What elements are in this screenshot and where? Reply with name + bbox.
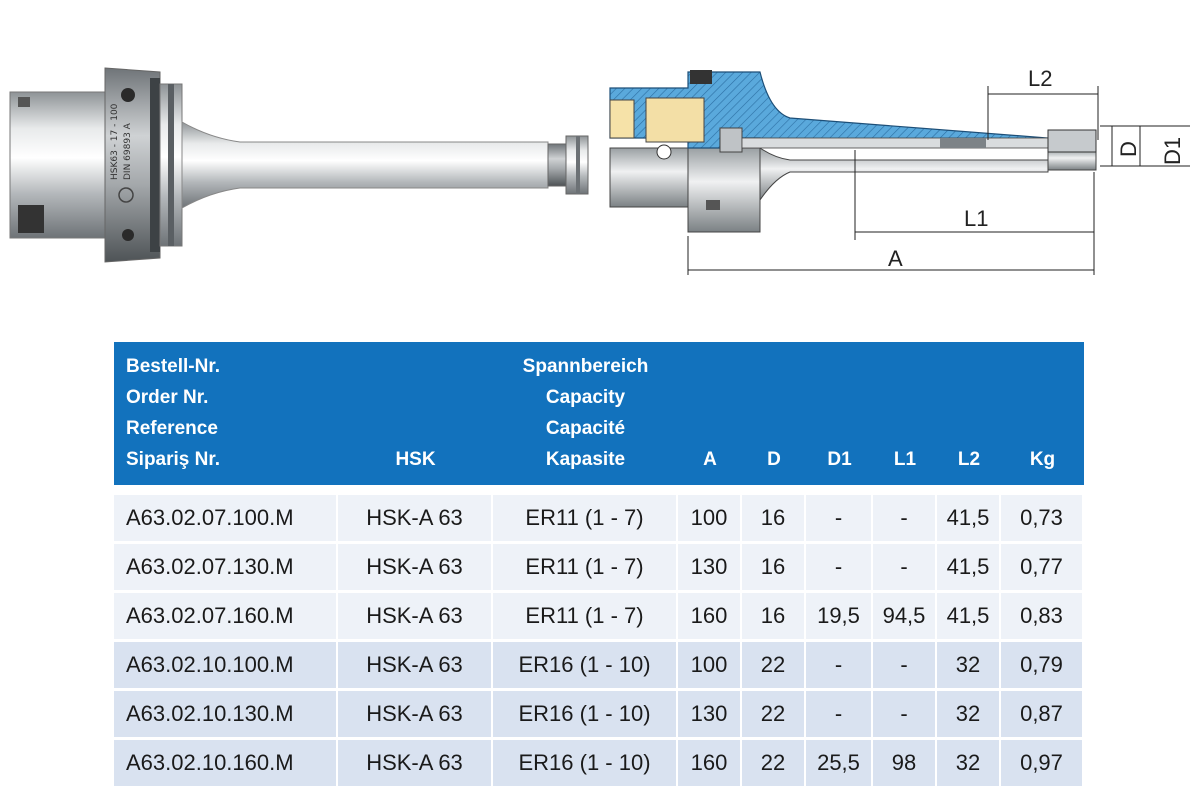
cell-kg: 0,79 <box>1001 642 1084 691</box>
threaded-bore <box>720 128 742 152</box>
cell-d1: 19,5 <box>806 593 873 642</box>
dim-label-l2: L2 <box>1028 66 1053 91</box>
cell-d: 22 <box>742 691 806 740</box>
cell-order: A63.02.07.100.M <box>114 495 338 544</box>
table-row <box>114 642 1084 691</box>
cell-capacity: ER11 (1 - 7) <box>493 544 678 593</box>
cell-kg: 0,77 <box>1001 544 1084 593</box>
flange-groove <box>150 78 160 252</box>
cell-d1: - <box>806 642 873 691</box>
cell-capacity: ER16 (1 - 10) <box>493 691 678 740</box>
cell-d: 22 <box>742 642 806 691</box>
cell-d: 16 <box>742 495 806 544</box>
cell-l1: - <box>873 544 937 593</box>
cell-l2: 32 <box>937 642 1001 691</box>
lower-shank <box>610 148 688 207</box>
cell-hsk: HSK-A 63 <box>338 544 493 593</box>
spacer-cell <box>114 485 1084 495</box>
cell-kg: 0,87 <box>1001 691 1084 740</box>
lower-slot <box>706 200 720 210</box>
cell-a: 160 <box>678 593 742 642</box>
cell-a: 100 <box>678 495 742 544</box>
header-capacity-en: Capacity <box>545 387 626 408</box>
header-order-tr: Sipariş Nr. <box>126 449 220 470</box>
cell-kg: 0,97 <box>1001 740 1084 789</box>
cell-a: 130 <box>678 544 742 593</box>
lower-flange <box>688 148 760 232</box>
cell-l1: - <box>873 642 937 691</box>
spec-table <box>114 342 1084 789</box>
header-capacity-fr: Capacité <box>545 418 626 439</box>
inner-rod <box>742 138 1048 148</box>
header-order <box>114 342 338 485</box>
shank-slot-top <box>18 97 30 107</box>
table-row <box>114 544 1084 593</box>
collet-nose <box>548 144 566 186</box>
cell-hsk: HSK-A 63 <box>338 642 493 691</box>
clamping-insert <box>610 100 634 138</box>
cell-l1: 98 <box>873 740 937 789</box>
cell-a: 130 <box>678 691 742 740</box>
cell-order: A63.02.10.160.M <box>114 740 338 789</box>
header-l1: L1 <box>873 342 937 485</box>
header-order-de: Bestell-Nr. <box>126 356 220 377</box>
cell-l1: - <box>873 691 937 740</box>
cell-order: A63.02.10.130.M <box>114 691 338 740</box>
shank-slot <box>18 205 44 233</box>
table-row <box>114 593 1084 642</box>
cell-order: A63.02.10.100.M <box>114 642 338 691</box>
cell-capacity: ER16 (1 - 10) <box>493 642 678 691</box>
dim-label-d: D <box>1116 141 1141 157</box>
cell-d1: - <box>806 495 873 544</box>
engraving-2: DIN 69893 A <box>123 123 133 180</box>
thread-segment <box>940 138 986 148</box>
cell-d: 22 <box>742 740 806 789</box>
header-order-en: Order Nr. <box>126 387 209 408</box>
dim-label-a: A <box>888 246 903 271</box>
cell-hsk: HSK-A 63 <box>338 495 493 544</box>
header-capacity <box>493 342 678 485</box>
table-row <box>114 740 1084 789</box>
collet-nut-ring <box>576 136 580 194</box>
cell-l2: 41,5 <box>937 495 1001 544</box>
lower-neck <box>760 148 1048 200</box>
technical-drawing <box>590 55 1200 285</box>
header-a: A <box>678 342 742 485</box>
top-key <box>690 70 712 84</box>
engraving-1: HSK63 - 17 - 100 <box>110 103 120 180</box>
dim-label-d1: D1 <box>1160 136 1185 165</box>
table-row <box>114 691 1084 740</box>
cell-d: 16 <box>742 544 806 593</box>
cell-a: 100 <box>678 642 742 691</box>
clamping-sleeve <box>646 98 704 142</box>
cell-a: 160 <box>678 740 742 789</box>
header-hsk: HSK <box>338 342 493 485</box>
table-header-row <box>114 342 1084 485</box>
header-kg: Kg <box>1001 342 1084 485</box>
table-row <box>114 495 1084 544</box>
cell-capacity: ER11 (1 - 7) <box>493 495 678 544</box>
cell-order: A63.02.07.160.M <box>114 593 338 642</box>
lower-nut <box>1048 150 1096 170</box>
cell-capacity: ER11 (1 - 7) <box>493 593 678 642</box>
cell-l2: 32 <box>937 740 1001 789</box>
cell-l2: 41,5 <box>937 544 1001 593</box>
cell-d1: 25,5 <box>806 740 873 789</box>
flange-ring <box>168 84 174 246</box>
header-capacity-tr: Kapasite <box>545 449 626 470</box>
cell-l2: 41,5 <box>937 593 1001 642</box>
cell-order: A63.02.07.130.M <box>114 544 338 593</box>
cell-d1: - <box>806 544 873 593</box>
cell-l2: 32 <box>937 691 1001 740</box>
clamp-ball <box>657 145 671 159</box>
cell-d: 16 <box>742 593 806 642</box>
cell-l1: 94,5 <box>873 593 937 642</box>
cell-capacity: ER16 (1 - 10) <box>493 740 678 789</box>
flange-hole-2 <box>122 229 134 241</box>
cell-d1: - <box>806 691 873 740</box>
header-d1: D1 <box>806 342 873 485</box>
cell-hsk: HSK-A 63 <box>338 593 493 642</box>
neck <box>182 122 548 208</box>
cell-l1: - <box>873 495 937 544</box>
collet <box>1048 130 1096 152</box>
cell-hsk: HSK-A 63 <box>338 691 493 740</box>
tool-holder-photo <box>0 55 610 275</box>
cell-kg: 0,83 <box>1001 593 1084 642</box>
cell-kg: 0,73 <box>1001 495 1084 544</box>
flange-hole <box>121 88 135 102</box>
header-d: D <box>742 342 806 485</box>
header-capacity-de: Spannbereich <box>522 356 649 377</box>
header-order-fr: Reference <box>126 418 218 439</box>
dim-label-l1: L1 <box>964 206 989 231</box>
header-spacer <box>114 485 1084 495</box>
cell-hsk: HSK-A 63 <box>338 740 493 789</box>
header-l2: L2 <box>937 342 1001 485</box>
